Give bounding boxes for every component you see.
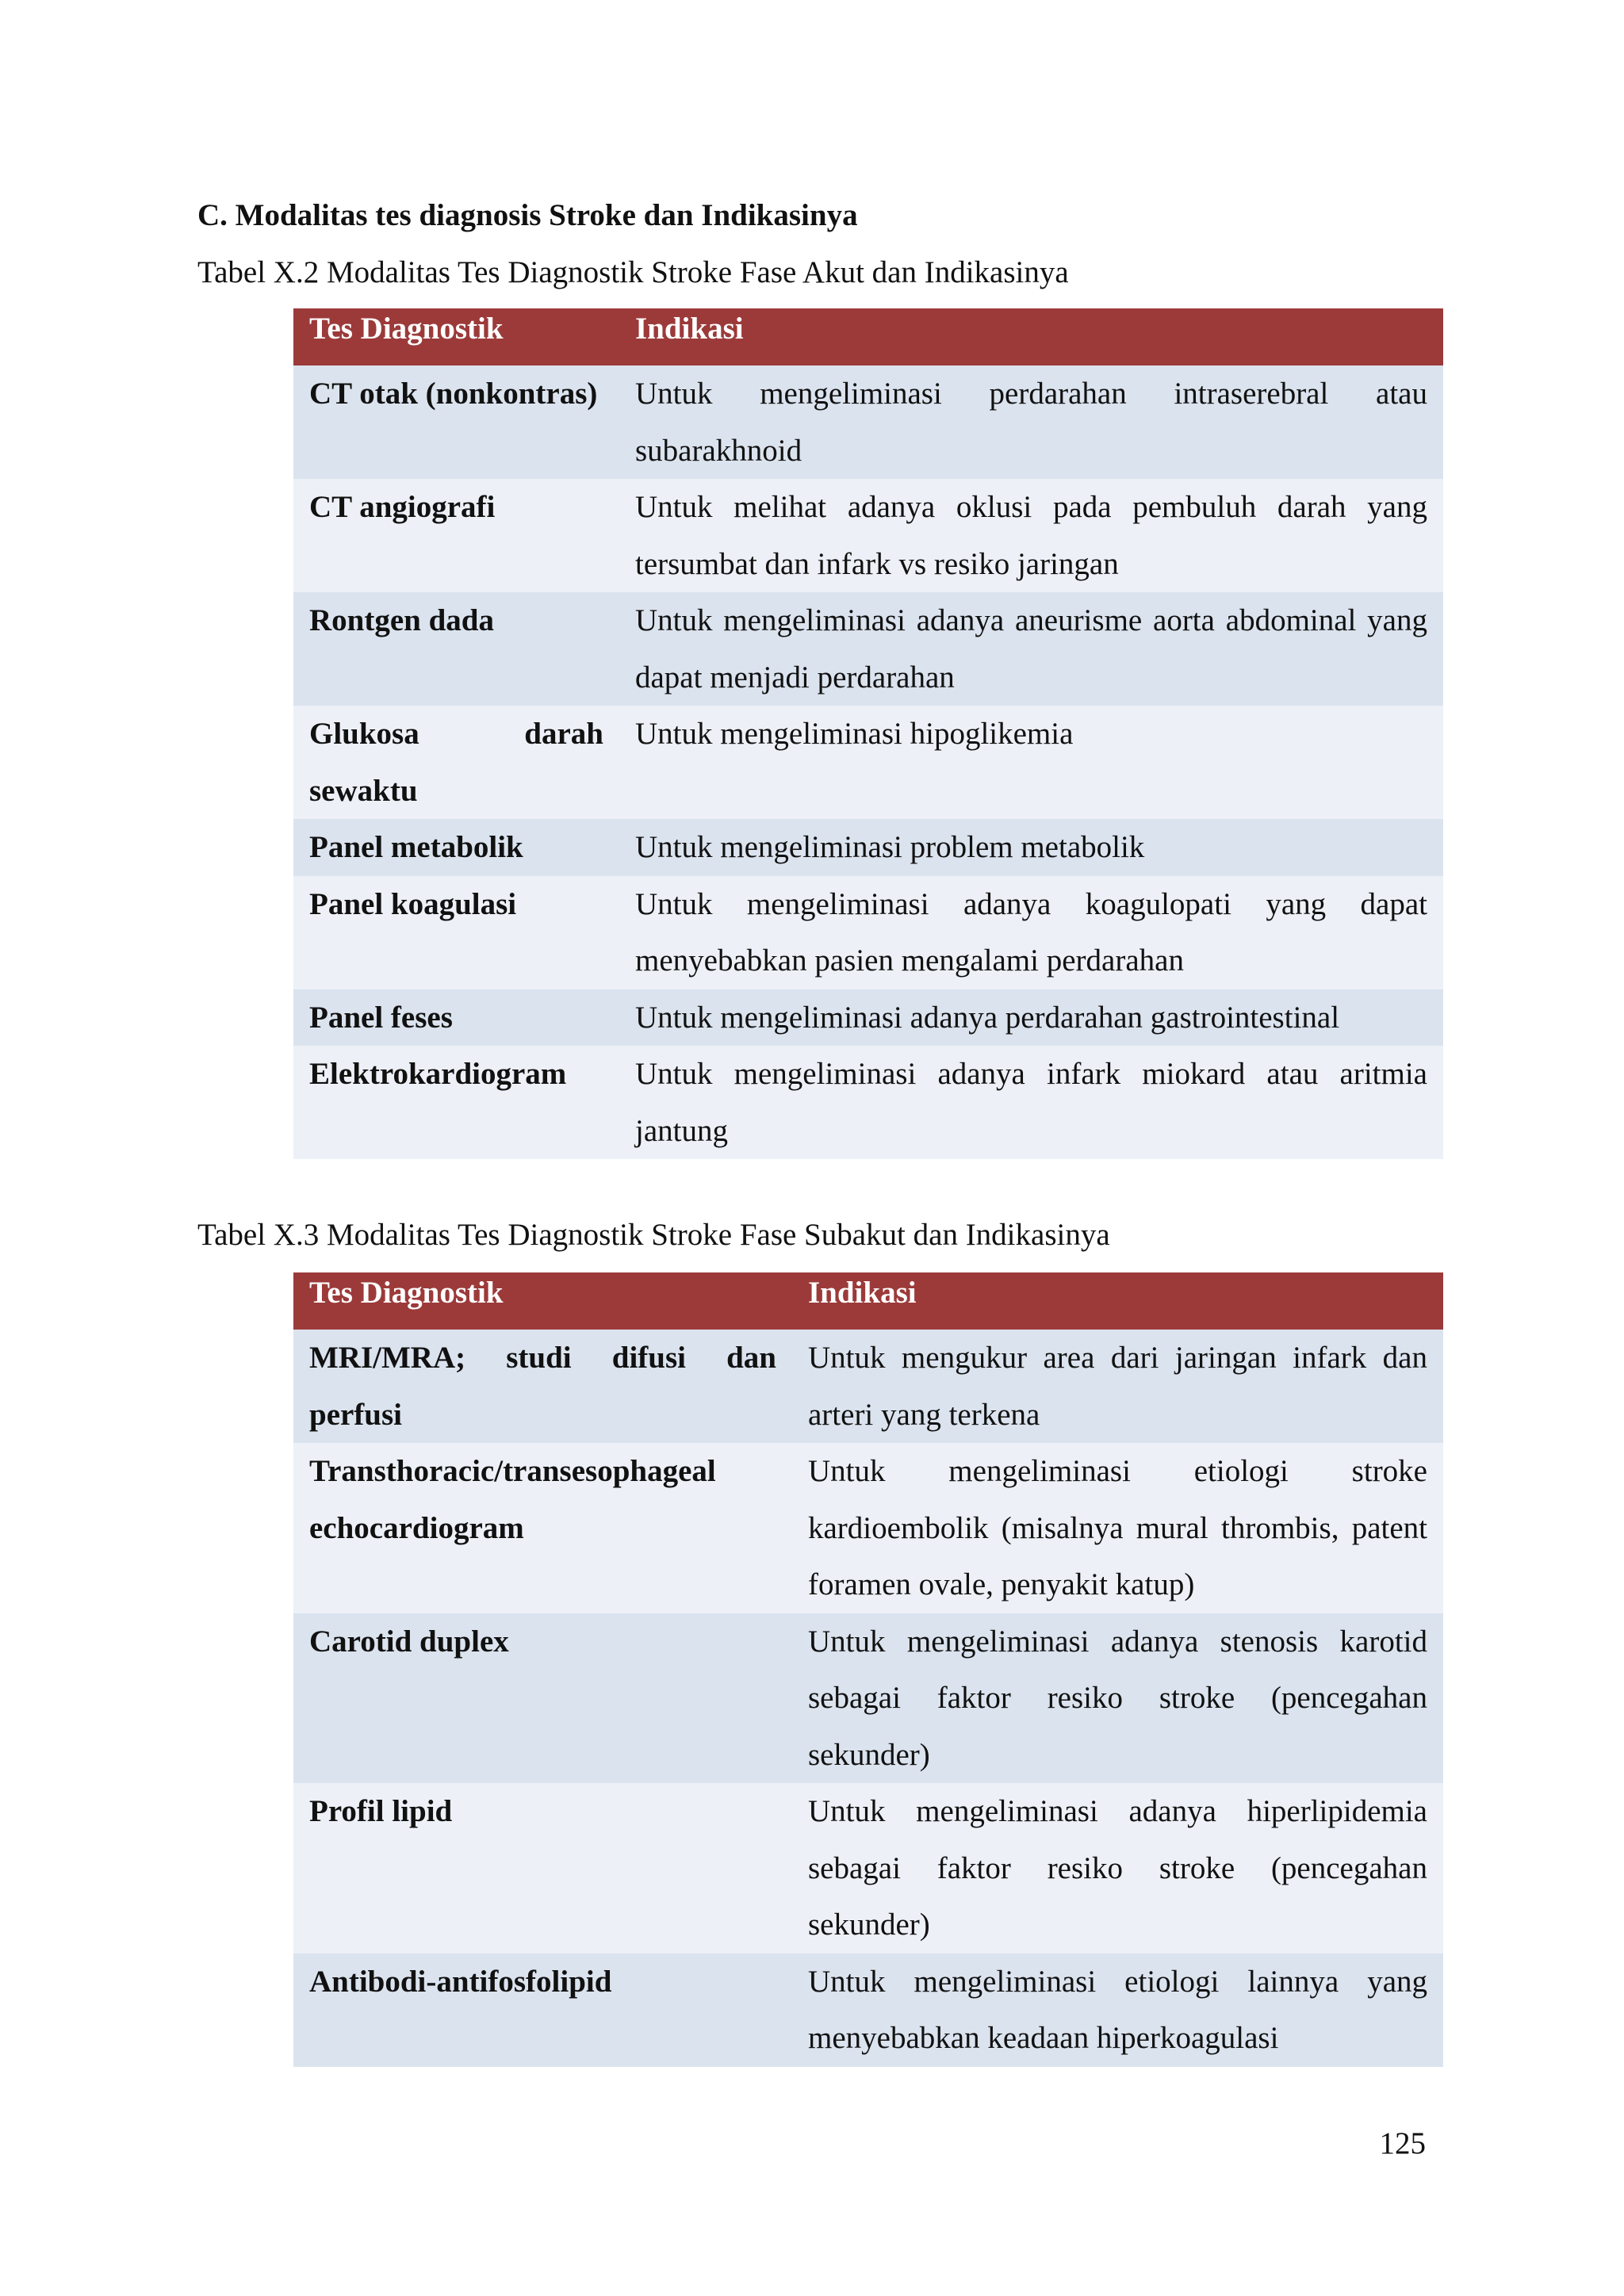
table-row xyxy=(293,1443,1443,1613)
acute-diagnostic-table xyxy=(293,308,1443,1159)
header-test: Tes Diagnostik xyxy=(293,308,619,365)
table-row xyxy=(293,592,1443,706)
page-number: 125 xyxy=(1379,2126,1426,2160)
table-row xyxy=(293,1954,1443,2067)
test-name-cell: Elektrokardiogram xyxy=(293,1046,619,1159)
indication-cell: Untuk mengeliminasi adanya koagulopati yang dapat menyebabkan pasien mengalami perdarahan xyxy=(619,876,1443,989)
test-name-cell: Glukosa darah sewaktu xyxy=(293,706,619,819)
test-name-cell: Panel koagulasi xyxy=(293,876,619,989)
indication-cell: Untuk mengeliminasi hipoglikemia xyxy=(619,706,1443,819)
table-caption-acute: Tabel X.2 Modalitas Tes Diagnostik Stroke Fase Akut dan Indikasinya xyxy=(197,255,1069,289)
indication-cell: Untuk mengeliminasi perdarahan intraserebral atau subarakhnoid xyxy=(619,365,1443,479)
table-row xyxy=(293,1046,1443,1159)
indication-cell: Untuk mengeliminasi adanya stenosis karotid sebagai faktor resiko stroke (pencegahan sekunder) xyxy=(792,1613,1443,1784)
table-row xyxy=(293,989,1443,1047)
indication-cell: Untuk mengeliminasi etiologi stroke kardioembolik (misalnya mural thrombis, patent foramen ovale, penyakit katup) xyxy=(792,1443,1443,1613)
test-name-cell: MRI/MRA; studi difusi dan perfusi xyxy=(293,1330,792,1443)
test-name-cell: Carotid duplex xyxy=(293,1613,792,1784)
table-row xyxy=(293,1613,1443,1784)
indication-cell: Untuk melihat adanya oklusi pada pembuluh darah yang tersumbat dan infark vs resiko jaringan xyxy=(619,479,1443,592)
test-name-cell: Transthoracic/transesophageal echocardiogram xyxy=(293,1443,792,1613)
test-name-cell: Rontgen dada xyxy=(293,592,619,706)
test-name-cell: Panel metabolik xyxy=(293,819,619,876)
table-row xyxy=(293,876,1443,989)
table-header-row xyxy=(293,1272,1443,1330)
section-heading: C. Modalitas tes diagnosis Stroke dan Indikasinya xyxy=(197,198,858,232)
test-name-cell: Antibodi-antifosfolipid xyxy=(293,1954,792,2067)
header-indication: Indikasi xyxy=(792,1272,1443,1330)
table-row xyxy=(293,819,1443,876)
subacute-diagnostic-table xyxy=(293,1272,1443,2067)
table-row xyxy=(293,1330,1443,1443)
indication-cell: Untuk mengukur area dari jaringan infark dan arteri yang terkena xyxy=(792,1330,1443,1443)
table-row xyxy=(293,365,1443,479)
header-test: Tes Diagnostik xyxy=(293,1272,792,1330)
indication-cell: Untuk mengeliminasi etiologi lainnya yang menyebabkan keadaan hiperkoagulasi xyxy=(792,1954,1443,2067)
header-indication: Indikasi xyxy=(619,308,1443,365)
test-name-cell: CT otak (nonkontras) xyxy=(293,365,619,479)
indication-cell: Untuk mengeliminasi adanya hiperlipidemia sebagai faktor resiko stroke (pencegahan sekunder) xyxy=(792,1783,1443,1954)
indication-cell: Untuk mengeliminasi problem metabolik xyxy=(619,819,1443,876)
table-row xyxy=(293,479,1443,592)
table-caption-subacute: Tabel X.3 Modalitas Tes Diagnostik Stroke Fase Subakut dan Indikasinya xyxy=(197,1218,1110,1252)
indication-cell: Untuk mengeliminasi adanya infark miokard atau aritmia jantung xyxy=(619,1046,1443,1159)
table-row xyxy=(293,706,1443,819)
indication-cell: Untuk mengeliminasi adanya aneurisme aorta abdominal yang dapat menjadi perdarahan xyxy=(619,592,1443,706)
test-name-cell: CT angiografi xyxy=(293,479,619,592)
table-row xyxy=(293,1783,1443,1954)
test-name-cell: Profil lipid xyxy=(293,1783,792,1954)
indication-cell: Untuk mengeliminasi adanya perdarahan gastrointestinal xyxy=(619,989,1443,1047)
table-header-row xyxy=(293,308,1443,365)
test-name-cell: Panel feses xyxy=(293,989,619,1047)
